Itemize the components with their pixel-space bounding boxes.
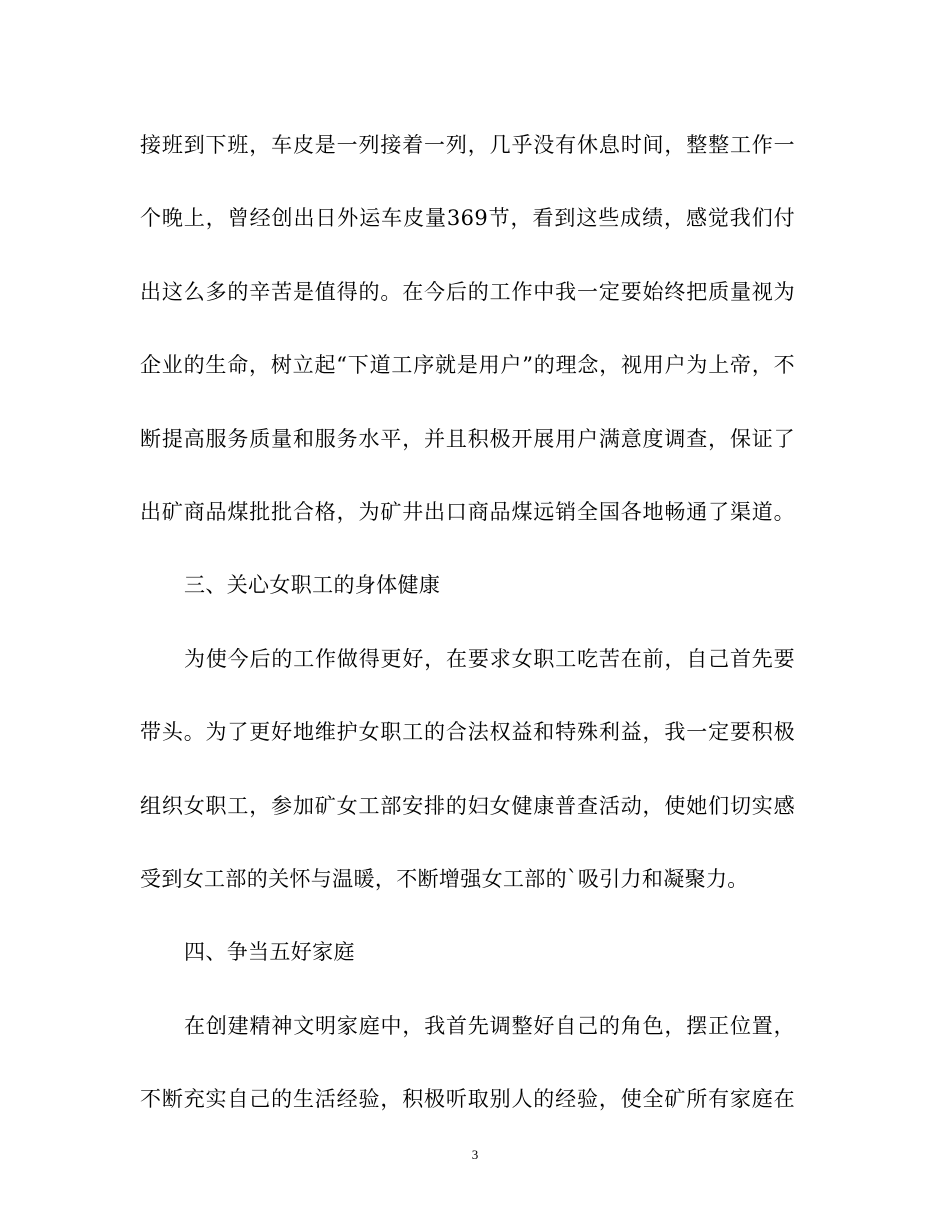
body-text — [140, 122, 795, 1149]
section-heading: 四、争当五好家庭 — [184, 940, 355, 965]
text-line: 出矿商品煤批批合格，为矿井出口商品煤远销全国各地畅通了渠道。 — [140, 499, 795, 524]
text-line: 断提高服务质量和服务水平，并且积极开展用户满意度调查，保证了 — [140, 426, 795, 451]
text-line: 出这么多的辛苦是值得的。在今后的工作中我一定要始终把质量视为 — [140, 279, 795, 304]
text-line: 带头。为了更好地维护女职工的合法权益和特殊利益，我一定要积极 — [140, 720, 795, 745]
text-line: 组织女职工，参加矿女工部安排的妇女健康普查活动，使她们切实感 — [140, 793, 795, 818]
text-line: 个晚上，曾经创出日外运车皮量369节，看到这些成绩，感觉我们付 — [140, 206, 795, 231]
text-line: 受到女工部的关怀与温暖，不断增强女工部的`吸引力和凝聚力。 — [140, 866, 749, 891]
text-line: 不断充实自己的生活经验，积极听取别人的经验，使全矿所有家庭在 — [140, 1087, 795, 1112]
text-line: 企业的生命，树立起“下道工序就是用户”的理念，视用户为上帝，不 — [140, 353, 795, 378]
page-number: 3 — [471, 1147, 479, 1162]
text-line: 在创建精神文明家庭中，我首先调整好自己的角色，摆正位置， — [184, 1013, 795, 1038]
text-line: 为使今后的工作做得更好，在要求女职工吃苦在前，自己首先要 — [184, 646, 795, 671]
text-line: 接班到下班，车皮是一列接着一列，几乎没有休息时间，整整工作一 — [140, 133, 795, 157]
section-heading: 三、关心女职工的身体健康 — [184, 573, 441, 598]
